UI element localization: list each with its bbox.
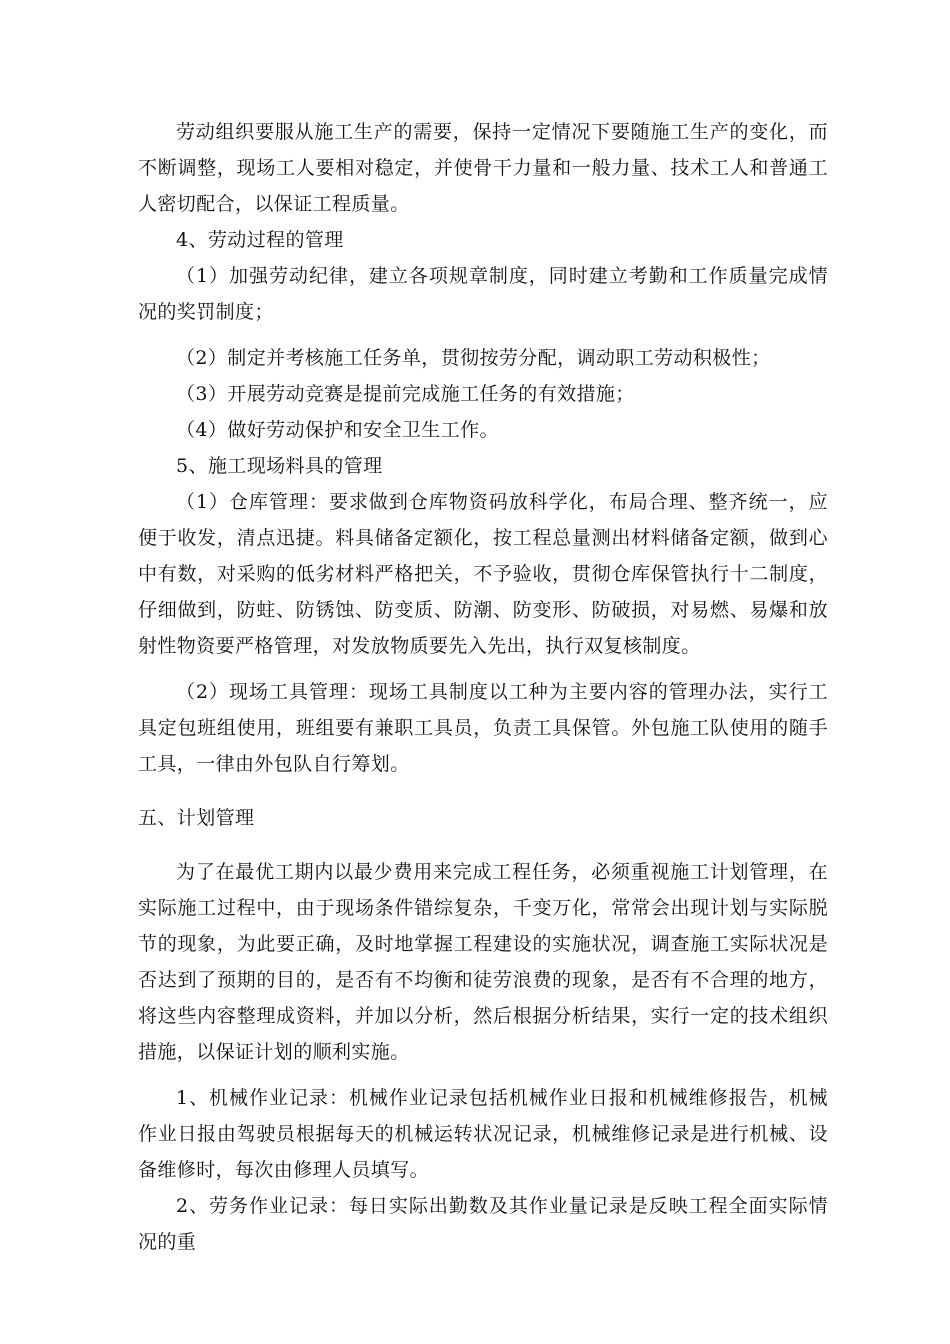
paragraph-machine-records: 1、机械作业记录：机械作业记录包括机械作业日报和机械维修报告，机械作业日报由驾驶员根据每天的机械运转状况记录，机械维修记录是进行机械、设备维修时，每次由修理人员填写。 xyxy=(138,1087,828,1181)
paragraph-warehouse-management: （1）仓库管理：要求做到仓库物资码放科学化，布局合理、整齐统一，应便于收发，清点迅捷。料具储备定额化，按工程总量测出材料储备定额，做到心中有数，对采购的低劣材料严格把关，不予验收，贯彻仓库保管执行十二制度，仔细做到，防蛀、防锈蚀、防变质、防潮、防变形、防破损，对易燃、易爆和放射性物资要严格管理，对发放物质要先入先出，执行双复核制度。 xyxy=(138,491,828,657)
list-item-labor-competition: （3）开展劳动竞赛是提前完成施工任务的有效措施； xyxy=(176,383,635,405)
paragraph-plan-management: 为了在最优工期内以最少费用来完成工程任务，必须重视施工计划管理，在实际施工过程中，由于现场条件错综复杂，千变万化，常常会出现计划与实际脱节的现象，为此要正确，及时地掌握工程建设的实施状况，调查施工实际状况是否达到了预期的目的，是否有不均衡和徒劳浪费的现象，是否有不合理的地方，将这些内容整理成资料，并加以分析，然后根据分析结果，实行一定的技术组织措施，以保证计划的顺利实施。 xyxy=(138,861,828,1063)
subheading-materials-management: 5、施工现场料具的管理 xyxy=(176,455,383,477)
subheading-labor-process: 4、劳动过程的管理 xyxy=(176,229,344,251)
section-heading-plan-management: 五、计划管理 xyxy=(138,807,255,829)
list-item-labor-protection: （4）做好劳动保护和安全卫生工作。 xyxy=(176,419,499,441)
paragraph-tool-management: （2）现场工具管理：现场工具制度以工种为主要内容的管理办法，实行工具定包班组使用，班组要有兼职工具员，负责工具保管。外包施工队使用的随手工具，一律由外包队自行筹划。 xyxy=(138,681,828,775)
list-item-labor-discipline: （1）加强劳动纪律，建立各项规章制度，同时建立考勤和工作质量完成情况的奖罚制度； xyxy=(138,265,828,323)
paragraph-labor-organization: 劳动组织要服从施工生产的需要，保持一定情况下要随施工生产的变化，而不断调整，现场工人要相对稳定，并使骨干力量和一般力量、技术工人和普通工人密切配合，以保证工程质量。 xyxy=(138,121,828,215)
paragraph-labor-records: 2、劳务作业记录：每日实际出勤数及其作业量记录是反映工程全面实际情况的重 xyxy=(138,1195,828,1253)
list-item-task-sheet: （2）制定并考核施工任务单，贯彻按劳分配，调动职工劳动积极性； xyxy=(176,347,771,369)
